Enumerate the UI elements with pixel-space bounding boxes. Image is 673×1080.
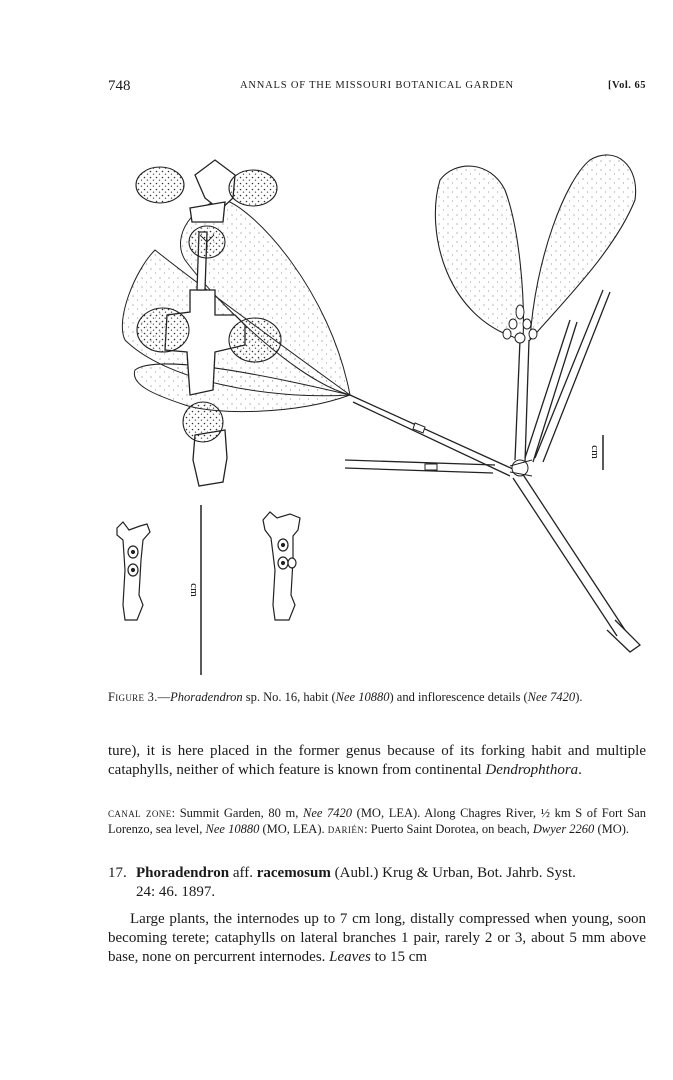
caption-text-1: sp. No. 16, habit (: [242, 690, 336, 704]
description-text-2: to 15 cm: [370, 949, 428, 965]
specimen-text-5: (MO).: [594, 821, 630, 836]
description-italic: Leaves: [329, 949, 371, 965]
species-aff: aff.: [229, 865, 257, 881]
inflorescence-detail-1: [117, 522, 150, 620]
specimen-text-3: (MO, LEA).: [259, 821, 328, 836]
specimen-voucher-3: Dwyer 2260: [532, 821, 595, 836]
botanical-illustration: [95, 140, 655, 685]
volume-label: [Vol. 65: [607, 80, 646, 91]
species-heading: [108, 864, 646, 902]
specimen-text-2: (MO, LEA). Along Chagres River, ½ km S of Fort San Lorenzo, sea level,: [108, 806, 647, 836]
figure-caption: [108, 689, 646, 705]
caption-voucher-2: Nee 7420: [527, 690, 576, 704]
species-authority-1: (Aubl.) Krug & Urban, Bot. Jahrb. Syst.: [330, 865, 576, 881]
paragraph-italic: Dendrophthora: [485, 762, 579, 778]
left-leaves: [122, 200, 350, 412]
figure-label: Figure 3.: [108, 690, 158, 704]
species-authority-2: 24: 46. 1897.: [136, 884, 216, 900]
specimen-text-4: : Puerto Saint Dorotea, on beach,: [364, 821, 533, 836]
scale-label-center: cm: [188, 583, 200, 597]
species-genus: Phoradendron: [136, 865, 230, 881]
specimen-text-1: : Summit Garden, 80 m,: [171, 806, 303, 820]
paragraph-end: .: [578, 762, 582, 778]
region-darien: darién: [327, 821, 365, 836]
specimen-list: [108, 806, 646, 837]
journal-title: ANNALS OF THE MISSOURI BOTANICAL GARDEN: [240, 80, 514, 91]
region-canal-zone: canal zone: [108, 806, 172, 820]
scale-bar-right: [589, 435, 603, 470]
inflorescence-detail-2: [263, 512, 300, 620]
caption-taxon: Phoradendron: [170, 690, 243, 704]
right-leaves: [435, 155, 635, 340]
caption-text-2: ) and inflorescence details (: [389, 690, 528, 704]
description-text-1: Large plants, the internodes up to 7 cm long, distally compressed when young, soon becoming terete; cataphylls on lateral branches 1 pair, rarely 2 or 3, about 5 mm above base, none on percurrent internodes.: [108, 911, 646, 965]
page-header: [108, 78, 646, 96]
description-paragraph: [108, 910, 646, 967]
scale-label-right: cm: [589, 445, 601, 459]
caption-dash: —: [157, 690, 171, 704]
caption-text-3: ).: [575, 690, 583, 704]
plant-drawing: [95, 140, 655, 685]
specimen-voucher-2: Nee 10880: [205, 821, 260, 836]
page-number: 748: [108, 78, 131, 94]
species-epithet: racemosum: [256, 865, 331, 881]
specimen-voucher-1: Nee 7420: [303, 806, 353, 820]
body-paragraph: [108, 742, 646, 780]
caption-voucher-1: Nee 10880: [335, 690, 390, 704]
scale-bar-center: [188, 505, 201, 675]
right-branches: [345, 290, 640, 652]
paragraph-text: ture), it is here placed in the former genus because of its forking habit and multiple cataphylls, neither of which feature is known from continental: [108, 743, 646, 778]
species-number: 17.: [108, 865, 127, 881]
